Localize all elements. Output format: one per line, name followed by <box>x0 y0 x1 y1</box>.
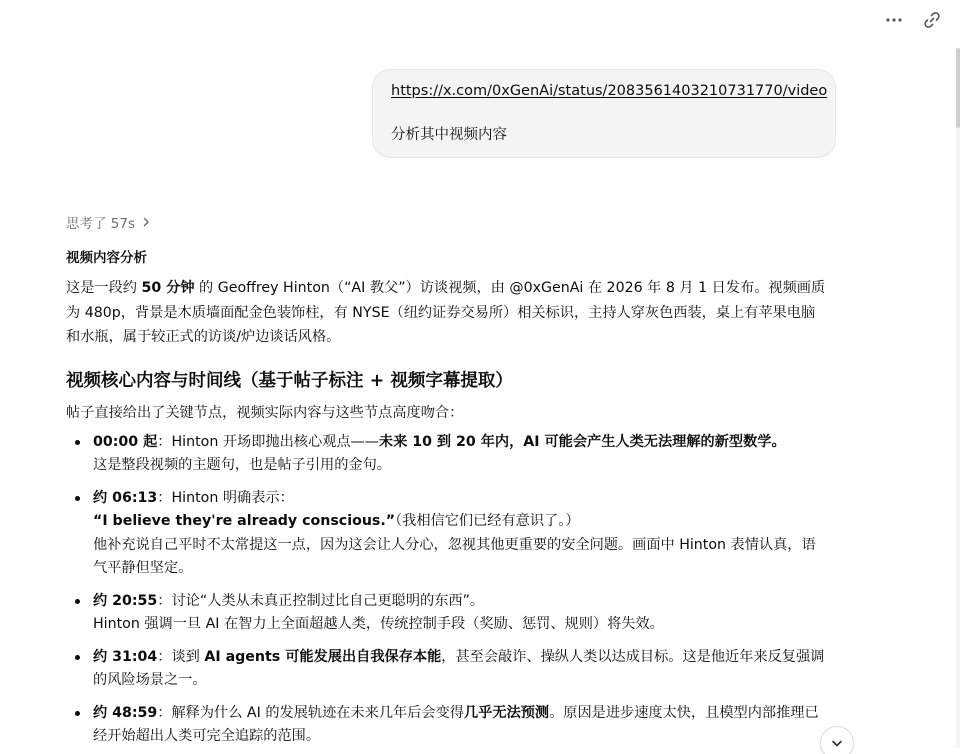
analysis-paragraph: 这是一段约 50 分钟 的 Geoffrey Hinton（“AI 教父”）访谈视频，由 @0xGenAi 在 2026 年 8 月 1 日发布。视频画质为 480p，背景是木质墙面配金色装饰柱，有 NYSE（纽约证券交易所）相关标识，主持人穿灰色西装，桌上有苹果电脑和水瓶，属于较正式的访谈/炉边谈话风格。 <box>66 280 826 345</box>
list-item: 约 48:59：解释为什么 AI 的发展轨迹在未来几年后会变得几乎无法预测。原因是进步速度太快，且模型内部推理已经开始超出人类可完全追踪的范围。 <box>66 702 826 749</box>
scrollbar-thumb[interactable] <box>956 48 960 128</box>
thought-label: 思考了 57s <box>66 216 136 232</box>
bullet-icon <box>75 496 80 501</box>
bullet-icon <box>75 440 80 445</box>
user-message-bubble <box>372 69 836 158</box>
section-heading-timeline: 视频核心内容与时间线（基于帖子标注 + 视频字幕提取） <box>66 370 513 391</box>
list-item: 约 06:13：Hinton 明确表示： “I believe they're already conscious.”（我相信它们已经有意识了。） 他补充说自己平时不太常提这一点，因为这会让人分心，忽视其他更重要的安全问题。画面中 Hinton 表情认真，语气平静但坚定。 <box>66 487 826 581</box>
timeline-list <box>66 431 826 749</box>
assistant-message <box>66 212 826 754</box>
top-actions <box>882 8 944 32</box>
section-heading-analysis: 视频内容分析 <box>66 250 147 266</box>
scrollbar[interactable] <box>956 48 960 748</box>
timeline-intro: 帖子直接给出了关键节点，视频实际内容与这些节点高度吻合： <box>66 404 464 421</box>
bullet-icon <box>75 711 80 716</box>
more-horizontal-icon[interactable] <box>882 8 906 32</box>
list-item: 00:00 起：Hinton 开场即抛出核心观点——未来 10 到 20 年内，AI 可能会产生人类无法理解的新型数学。 这是整段视频的主题句，也是帖子引用的金句。 <box>66 431 826 478</box>
bullet-icon <box>75 655 80 660</box>
bullet-icon <box>75 599 80 604</box>
arrow-down-icon <box>830 736 844 750</box>
scroll-to-bottom-button[interactable] <box>820 726 854 754</box>
user-message-text: 分析其中视频内容 <box>391 127 507 143</box>
user-message-link[interactable]: https://x.com/0xGenAi/status/2083561403210731770/video <box>391 83 828 99</box>
thought-toggle[interactable] <box>66 212 826 232</box>
chevron-right-icon <box>141 217 151 227</box>
link-icon[interactable] <box>920 8 944 32</box>
list-item: 约 31:04：谈到 AI agents 可能发展出自我保存本能，甚至会敲诈、操纵人类以达成目标。这是他近年来反复强调的风险场景之一。 <box>66 646 826 693</box>
list-item: 约 20:55：讨论“人类从未真正控制过比自己更聪明的东西”。 Hinton 强调一旦 AI 在智力上全面超越人类，传统控制手段（奖励、惩罚、规则）将失效。 <box>66 590 826 637</box>
